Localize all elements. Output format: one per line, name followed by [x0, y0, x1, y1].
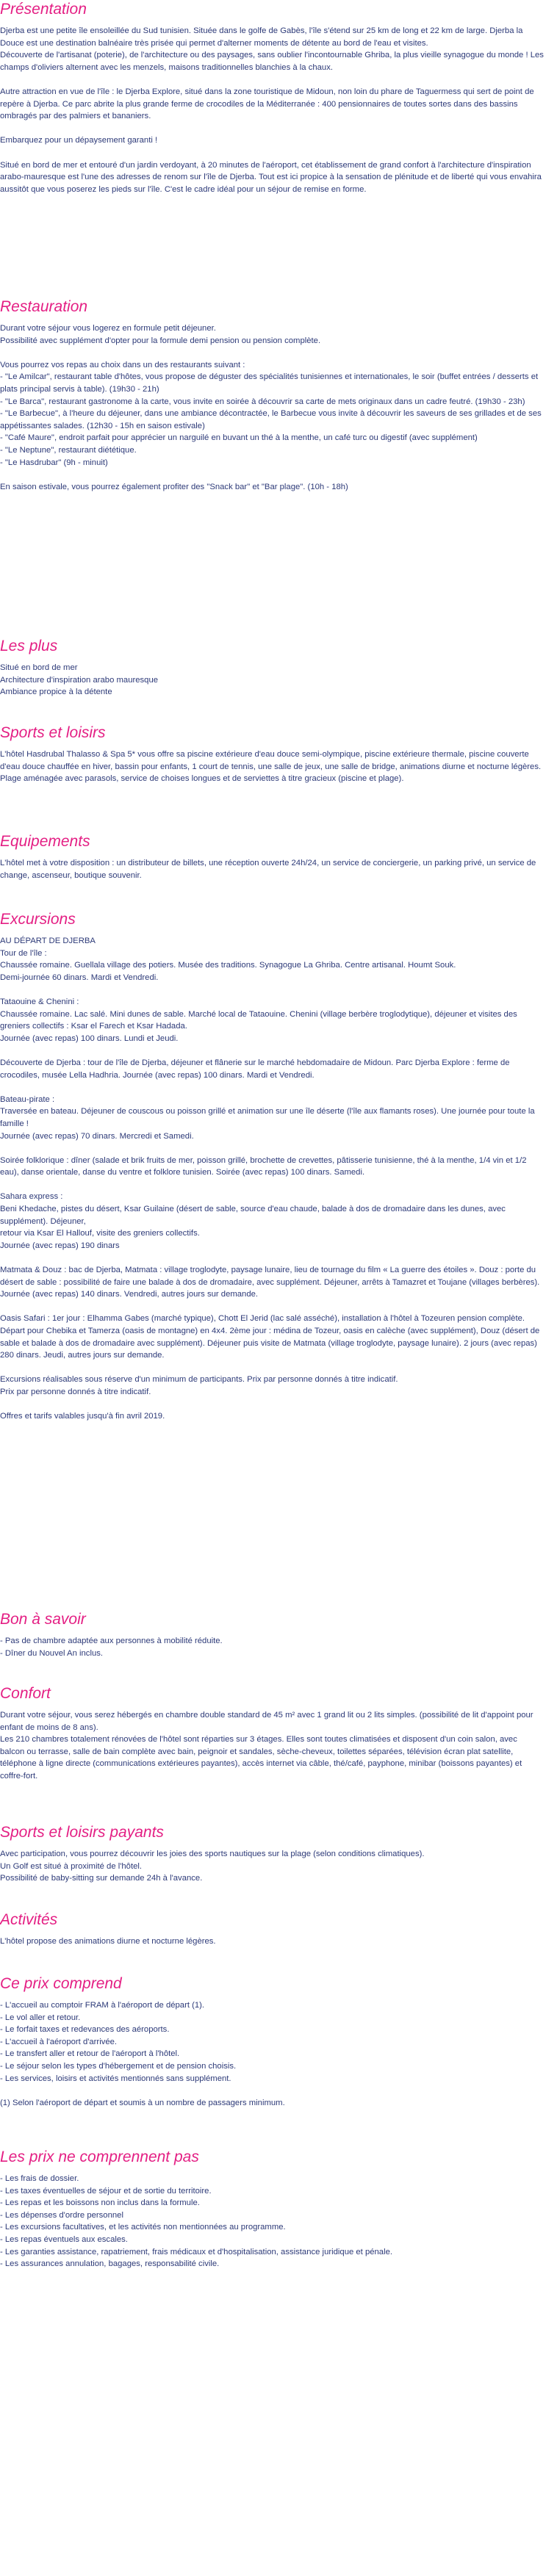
- text-line: Durant votre séjour, vous serez hébergés en chambre double standard de 45 m² avec 1 grand lit ou 2 lits simples. (possibilité de lit d'appoint pour enfant de moins de 8 ans).: [0, 1711, 533, 1732]
- text-line: - "Le Amilcar", restaurant table d'hôtes, vous propose de déguster des spécialités tunisiennes et internationales, le soir (buffet entrées / desserts et plats principal servis à table). (19h30 - 21h): [0, 372, 539, 394]
- text-line: - Dîner du Nouvel An inclus.: [0, 1648, 104, 1658]
- section-title: Sports et loisirs payants: [0, 1824, 164, 1841]
- text-line: Architecture d'inspiration arabo mauresque: [0, 675, 159, 685]
- section-body: [0, 2173, 544, 2270]
- text-line: Vous pourrez vos repas au choix dans un des restaurants suivant :: [0, 360, 245, 369]
- text-line: - "Le Neptune", restaurant diététique.: [0, 445, 137, 455]
- section-activites: [0, 1911, 544, 1948]
- text-line: Embarquez pour un dépaysement garanti !: [0, 136, 158, 145]
- text-line: - Le séjour selon les types d'hébergement et de pension choisis.: [0, 2061, 237, 2071]
- section-excursions: [0, 910, 544, 1423]
- text-line: Demi-journée 60 dinars. Mardi et Vendredi.: [0, 973, 159, 982]
- text-line: (1) Selon l'aéroport de départ et soumis à un nombre de passagers minimum.: [0, 2098, 285, 2107]
- blank-line: [0, 1252, 544, 1264]
- blank-line: [0, 1179, 544, 1191]
- section-title: Equipements: [0, 833, 90, 850]
- section-body: [0, 322, 544, 493]
- section-presentation: [0, 0, 544, 195]
- text-line: - L'accueil au comptoir FRAM à l'aéroport de départ (1).: [0, 2001, 205, 2010]
- text-line: Les 210 chambres totalement rénovées de l'hôtel sont réparties sur 3 étages. Elles sont toutes climatisées et disposent d'un coin salon, avec balcon ou terrasse, salle de bain complète avec bain, peignoir et sandales, sèche-cheveux, toilettes séparées, télévision écran plat satellite, téléphone à ligne directe (communications extérieures payantes), accès internet via câble, thé/café, payphone, minibar (boissons payantes) et coffre-fort.: [0, 1735, 522, 1781]
- text-line: Traversée en bateau. Déjeuner de couscous ou poisson grillé et animation sur une île déserte (l'île aux flamants roses). Une journée pour toute la famille !: [0, 1107, 535, 1128]
- text-line: Durant votre séjour vous logerez en formule petit déjeuner.: [0, 324, 216, 333]
- text-line: - Le transfert aller et retour de l'aéroport à l'hôtel.: [0, 2049, 180, 2059]
- text-line: - Les taxes éventuelles de séjour et de sortie du territoire.: [0, 2186, 212, 2196]
- section-body: [0, 662, 544, 699]
- section-equipements: [0, 832, 544, 881]
- blank-line: [0, 1362, 544, 1374]
- section-title: Confort: [0, 1685, 51, 1702]
- section-prix-ne-comprennent-pas: [0, 2148, 544, 2270]
- text-line: - Les repas éventuels aux escales.: [0, 2234, 128, 2244]
- section-title: Ce prix comprend: [0, 1975, 122, 1992]
- text-line: Journée (avec repas) 100 dinars. Lundi et Jeudi.: [0, 1033, 179, 1043]
- text-line: - "Café Maure", endroit parfait pour apprécier un narguilé en buvant un thé à la menthe, un café turc ou digestif (avec supplément): [0, 433, 478, 443]
- text-line: Matmata & Douz : bac de Djerba, Matmata : village troglodyte, paysage lunaire, lieu de tournage du film « La guerre des étoiles ». Douz : porte du désert de sable : possibilité de faire une balade à dos de dromadaire, avec supplément. Déjeuner, arrêts à Tamazret et Toujane (villages berbères). Journée (avec repas) 140 dinars. Vendredi, autres jours sur demande.: [0, 1266, 540, 1299]
- text-line: Tour de l'île :: [0, 948, 47, 958]
- section-sports-loisirs-payants: [0, 1823, 544, 1885]
- text-line: retour via Ksar El Hallouf, visite des greniers collectifs.: [0, 1229, 200, 1238]
- text-line: Avec participation, vous pourrez découvrir les joies des sports nautiques sur la plage (selon conditions climatiques).: [0, 1850, 425, 1858]
- text-line: Offres et tarifs valables jusqu'à fin avril 2019.: [0, 1412, 165, 1421]
- text-line: - Le forfait taxes et redevances des aéroports.: [0, 2025, 170, 2035]
- text-line: Situé en bord de mer et entouré d'un jardin verdoyant, à 20 minutes de l'aéroport, cet établissement de grand confort à l'architecture d'inspiration arabo-mauresque est l'une des adresses de renom sur l'île de Djerba. Tout est ici propice à la sensation de plénitude et de liberté qui vous envahira aussitôt que vous poserez les pieds sur l'île. C'est le cadre idéal pour un séjour de remise en forme.: [0, 160, 542, 194]
- blank-line: [0, 1301, 544, 1313]
- section-title: Les prix ne comprennent pas: [0, 2149, 199, 2165]
- text-line: En saison estivale, vous pourrez également profiter des "Snack bar" et "Bar plage". (10h - 18h): [0, 482, 348, 491]
- section-body: [0, 25, 544, 195]
- text-line: Situé en bord de mer: [0, 663, 78, 672]
- text-line: L'hôtel met à votre disposition : un distributeur de billets, une réception ouverte 24h/24, un service de conciergerie, un parking privé, un service de change, ascenseur, boutique souvenir.: [0, 859, 536, 880]
- text-line: Chaussée romaine. Lac salé. Mini dunes de sable. Marché local de Tataouine. Chenini (village berbère troglodytique), déjeuner et visites des greniers collectifs : Ksar el Farech et Ksar Hadada.: [0, 1009, 517, 1031]
- text-line: - Le vol aller et retour.: [0, 2013, 81, 2022]
- blank-line: [0, 1045, 544, 1057]
- text-line: AU DÉPART DE DJERBA: [0, 937, 96, 945]
- section-les-plus: [0, 637, 544, 699]
- text-line: L'hôtel propose des animations diurne et nocturne légères.: [0, 1937, 216, 1946]
- section-title: Bon à savoir: [0, 1611, 86, 1628]
- text-line: Autre attraction en vue de l'île : le Djerba Explore, situé dans la zone touristique de Midoun, non loin du phare de Taguermess qui sert de point de repère à Djerba. Ce parc abrite la plus grande ferme de crocodiles de la Méditerranée : 400 pensionnaires de toutes sortes dans des bassins ombragés par des palmiers et bananiers.: [0, 87, 534, 121]
- text-line: - Les garanties assistance, rapatriement, frais médicaux et d'hospitalisation, assistance juridique et pénale.: [0, 2247, 393, 2256]
- blank-line: [0, 147, 544, 159]
- section-body: [0, 1709, 544, 1783]
- section-body: [0, 748, 544, 785]
- blank-line: [0, 123, 544, 135]
- section-title: Activités: [0, 1911, 58, 1928]
- text-line: Journée (avec repas) 70 dinars. Mercredi et Samedi.: [0, 1131, 194, 1141]
- blank-line: [0, 73, 544, 86]
- text-line: Djerba est une petite île ensoleillée du Sud tunisien. Située dans le golfe de Gabès, l'île s'étend sur 25 km de long et 22 km de large. Djerba la Douce est une destination balnéaire très prisée qui permet d'alterner moments de détente au bord de l'eau et visites.: [0, 26, 523, 48]
- text-line: Beni Khedache, pistes du désert, Ksar Guilaine (désert de sable, source d'eau chaude, balade à dos de dromadaire dans les dunes, avec supplément). Déjeuner,: [0, 1205, 506, 1226]
- text-line: Tataouine & Chenini :: [0, 997, 79, 1006]
- section-title: Sports et loisirs: [0, 724, 106, 741]
- section-prix-comprend: [0, 1974, 544, 2109]
- section-bon-a-savoir: [0, 1610, 544, 1659]
- blank-line: [0, 984, 544, 996]
- text-line: Excursions réalisables sous réserve d'un minimum de participants. Prix par personne donnés à titre indicatif.: [0, 1375, 398, 1385]
- section-body: [0, 1935, 544, 1948]
- section-confort: [0, 1684, 544, 1783]
- section-title: Les plus: [0, 638, 58, 654]
- text-line: Ambiance propice à la détente: [0, 688, 112, 697]
- text-line: - "Le Hasdrubar" (9h - minuit): [0, 458, 108, 467]
- text-line: Oasis Safari : 1er jour : Elhamma Gabes (marché typique), Chott El Jerid (lac salé asséché), installation à l'hôtel à Tozeuren pension complète. Départ pour Chebika et Tamerza (oasis de montagne) en 4x4. 2ème jour : médina de Tozeur, oasis en calèche (avec supplément), Douz (désert de sable et balade à dos de dromadaire avec supplément). Déjeuner puis visite de Matmata (village troglodyte, paysage lunaire). 2 jours (avec repas) 280 dinars. Jeudi, autres jours sur demande.: [0, 1314, 540, 1360]
- text-line: Soirée folklorique : dîner (salade et brik fruits de mer, poisson grillé, brochette de crevettes, pâtisserie tunisienne, thé à la menthe, 1/4 vin et 1/2 eau), danse orientale, danse du ventre et folklore tunisien. Soirée (avec repas) 100 dinars. Samedi.: [0, 1155, 527, 1177]
- text-line: Journée (avec repas) 190 dinars: [0, 1241, 120, 1250]
- text-line: Prix par personne donnés à titre indicatif.: [0, 1387, 151, 1396]
- text-line: Découverte de l'artisanat (poterie), de l'architecture ou des paysages, sans oublier l'incontournable Ghriba, la plus vieille synagogue du monde ! Les champs d'oliviers alternent avec les menzels, maisons traditionnelles blanchies à la chaux.: [0, 51, 544, 72]
- section-title: Restauration: [0, 298, 88, 315]
- blank-line: [0, 1142, 544, 1155]
- section-restauration: [0, 297, 544, 493]
- blank-line: [0, 2085, 544, 2097]
- text-line: - Les dépenses d'ordre personnel: [0, 2210, 123, 2220]
- section-title: Présentation: [0, 1, 87, 18]
- text-line: Bateau-pirate :: [0, 1094, 55, 1104]
- text-line: Possibilité avec supplément d'opter pour la formule demi pension ou pension complète.: [0, 336, 321, 345]
- blank-line: [0, 469, 544, 481]
- section-sports-loisirs: [0, 724, 544, 785]
- text-line: - "Le Barca", restaurant gastronome à la carte, vous invite en soirée à découvrir sa carte de mets originaux dans un cadre feutré. (19h30 - 23h): [0, 397, 525, 406]
- text-line: Un Golf est situé à proximité de l'hôtel.: [0, 1861, 143, 1871]
- text-line: - Les frais de dossier.: [0, 2174, 79, 2183]
- text-line: Possibilité de baby-sitting sur demande 24h à l'avance.: [0, 1874, 203, 1883]
- text-line: - Pas de chambre adaptée aux personnes à mobilité réduite.: [0, 1637, 223, 1645]
- text-line: L'hôtel Hasdrubal Thalasso & Spa 5* vous offre sa piscine extérieure d'eau douce semi-olympique, piscine extérieure thermale, piscine couverte d'eau douce chauffée en hiver, bassin pour enfants, 1 court de tennis, une salle de jeux, une salle de bridge, animations diurne et nocturne légères. Plage aménagée avec parasols, service de choises longues et de serviettes à titre gracieux (piscine et plage).: [0, 750, 542, 784]
- section-body: [0, 1848, 544, 1885]
- blank-line: [0, 347, 544, 359]
- text-line: - "Le Barbecue", à l'heure du déjeuner, dans une ambiance décontractée, le Barbecue vous invite à découvrir les saveurs de ses grillades et de ses appétissantes salades. (12h30 - 15h en saison estivale): [0, 409, 542, 430]
- text-line: Découverte de Djerba : tour de l'île de Djerba, déjeuner et flânerie sur le marché hebdomadaire de Midoun. Parc Djerba Explore : ferme de crocodiles, musée Lella Hadhria. Journée (avec repas) 100 dinars. Mardi et Vendredi.: [0, 1058, 510, 1080]
- text-line: - Les services, loisirs et activités mentionnés sans supplément.: [0, 2074, 231, 2083]
- text-line: - L'accueil à l'aéroport d'arrivée.: [0, 2037, 118, 2046]
- text-line: Sahara express :: [0, 1192, 63, 1202]
- text-line: - Les excursions facultatives, et les activités non mentionnées au programme.: [0, 2223, 286, 2232]
- section-title: Excursions: [0, 911, 76, 928]
- section-body: [0, 1635, 544, 1659]
- text-line: - Les assurances annulation, bagages, responsabilité civile.: [0, 2259, 220, 2269]
- text-line: - Les repas et les boissons non inclus dans la formule.: [0, 2198, 200, 2208]
- section-body: [0, 857, 544, 881]
- section-body: [0, 935, 544, 1423]
- blank-line: [0, 1081, 544, 1094]
- section-body: [0, 1999, 544, 2109]
- blank-line: [0, 1399, 544, 1411]
- text-line: Chaussée romaine. Guellala village des potiers. Musée des traditions. Synagogue La Ghriba. Centre artisanal. Houmt Souk.: [0, 961, 456, 970]
